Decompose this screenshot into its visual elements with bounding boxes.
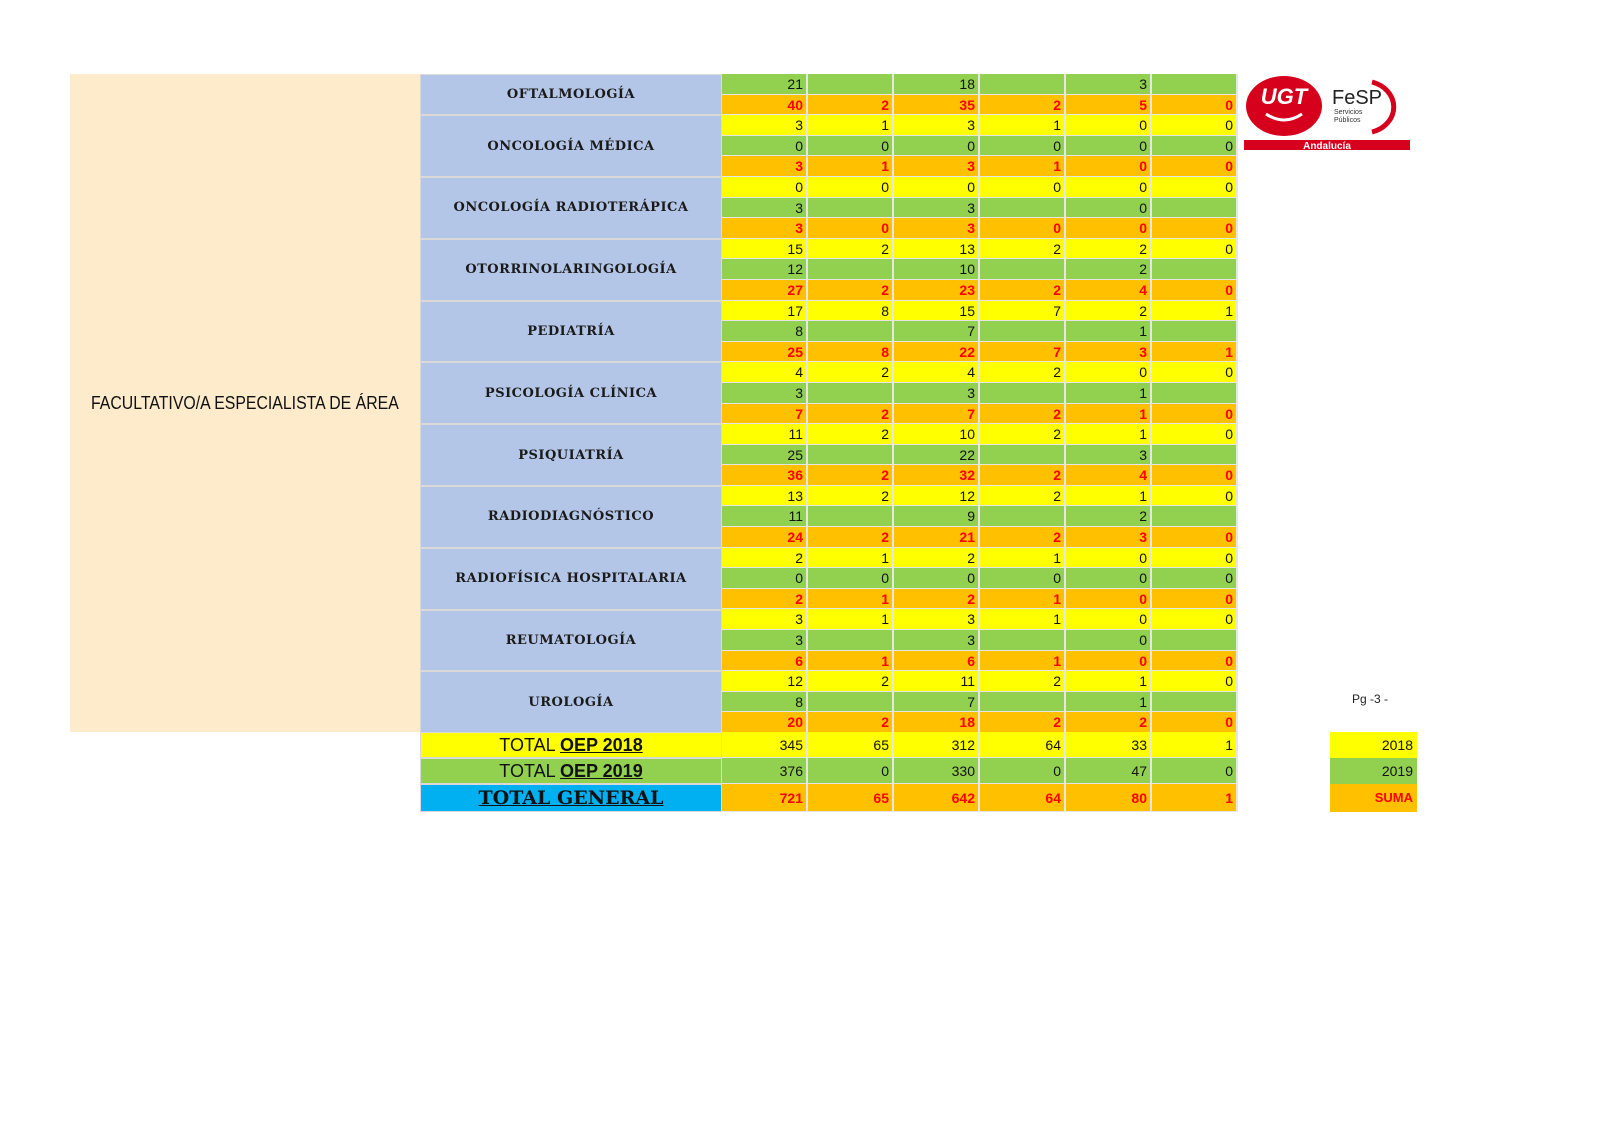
table-cell: 40	[722, 95, 808, 116]
table-cell: 2	[980, 671, 1066, 692]
table-cell: 2	[808, 424, 894, 445]
specialty-column	[420, 74, 722, 733]
specialty-label: OFTALMOLOGÍA	[506, 87, 636, 103]
table-cell: 0	[722, 177, 808, 198]
specialty-label: RADIOFÍSICA HOSPITALARIA	[455, 571, 687, 587]
total-cell: 0	[1152, 758, 1238, 784]
table-cell: 18	[894, 74, 980, 95]
table-cell: 6	[894, 651, 980, 672]
total-oep-2019-label: TOTAL OEP 2019	[420, 758, 722, 784]
table-cell: 2	[980, 95, 1066, 116]
table-cell: 8	[808, 342, 894, 363]
table-cell	[980, 506, 1066, 527]
table-cell: 4	[894, 362, 980, 383]
table-cell: 0	[894, 177, 980, 198]
table-cell	[980, 383, 1066, 404]
table-cell: 3	[894, 218, 980, 239]
legend-suma: SUMA	[1330, 784, 1417, 812]
table-cell: 0	[1066, 177, 1152, 198]
specialty-cell	[420, 115, 722, 177]
table-row	[722, 218, 1238, 239]
table-cell: 13	[722, 486, 808, 507]
specialty-cell	[420, 424, 722, 486]
table-row	[722, 445, 1238, 466]
table-cell: 13	[894, 239, 980, 260]
table-cell: 2	[894, 548, 980, 569]
table-cell	[980, 692, 1066, 713]
ugt-fesp-logo	[1244, 74, 1414, 156]
table-cell: 20	[722, 712, 808, 733]
table-cell: 1	[1066, 486, 1152, 507]
table-cell: 0	[1152, 712, 1238, 733]
legend-2019: 2019	[1330, 758, 1417, 784]
table-cell: 1	[808, 651, 894, 672]
specialty-label: REUMATOLOGÍA	[505, 632, 637, 648]
table-cell: 1	[1152, 342, 1238, 363]
table-cell: 2	[808, 671, 894, 692]
table-cell: 3	[894, 609, 980, 630]
table-cell: 35	[894, 95, 980, 116]
total-cell: 47	[1066, 758, 1152, 784]
table-cell	[980, 74, 1066, 95]
total-cell: 330	[894, 758, 980, 784]
table-cell: 24	[722, 527, 808, 548]
table-cell: 4	[722, 362, 808, 383]
table-cell: 0	[1066, 589, 1152, 610]
table-cell: 2	[808, 404, 894, 425]
total-2018-row	[722, 732, 1238, 758]
table-cell: 7	[980, 301, 1066, 322]
table-cell: 7	[894, 321, 980, 342]
table-row	[722, 280, 1238, 301]
table-cell: 0	[1066, 115, 1152, 136]
table-cell: 7	[722, 404, 808, 425]
table-cell	[808, 321, 894, 342]
specialty-label: UROLOGÍA	[528, 694, 614, 710]
table-cell: 0	[1152, 486, 1238, 507]
table-row	[722, 383, 1238, 404]
specialty-cell	[420, 239, 722, 301]
table-cell: 0	[980, 568, 1066, 589]
table-cell: 8	[722, 321, 808, 342]
table-cell: 2	[980, 404, 1066, 425]
table-cell: 0	[1066, 362, 1152, 383]
total-general-label: TOTAL GENERAL	[420, 784, 722, 812]
table-cell: 0	[980, 218, 1066, 239]
table-cell: 18	[894, 712, 980, 733]
table-cell: 0	[808, 568, 894, 589]
table-row	[722, 156, 1238, 177]
table-cell	[1152, 259, 1238, 280]
specialty-cell	[420, 548, 722, 610]
table-cell	[980, 445, 1066, 466]
table-cell: 1	[1152, 301, 1238, 322]
table-cell: 2	[980, 362, 1066, 383]
table-cell: 1	[980, 548, 1066, 569]
table-cell	[980, 259, 1066, 280]
table-cell: 2	[980, 527, 1066, 548]
table-cell: 1	[808, 156, 894, 177]
table-cell: 0	[1066, 630, 1152, 651]
table-cell: 8	[722, 692, 808, 713]
total-cell: 64	[980, 784, 1066, 812]
table-row	[722, 404, 1238, 425]
table-cell: 3	[1066, 74, 1152, 95]
total-cell: 0	[808, 758, 894, 784]
specialty-label: OTORRINOLARINGOLOGÍA	[465, 262, 677, 278]
table-cell: 0	[1152, 115, 1238, 136]
table-cell: 2	[980, 465, 1066, 486]
table-cell: 2	[722, 548, 808, 569]
table-cell	[808, 383, 894, 404]
table-cell: 10	[894, 259, 980, 280]
total-cell: 65	[808, 784, 894, 812]
table-cell: 0	[722, 136, 808, 157]
page-number: Pg -3 -	[1352, 692, 1389, 706]
table-row	[722, 74, 1238, 95]
table-cell: 9	[894, 506, 980, 527]
total-2019-row	[722, 758, 1238, 784]
specialty-cell	[420, 301, 722, 363]
table-row	[722, 95, 1238, 116]
specialty-label: ONCOLOGÍA MÉDICA	[487, 138, 655, 154]
table-cell: 2	[808, 95, 894, 116]
table-cell	[1152, 630, 1238, 651]
table-cell: 21	[722, 74, 808, 95]
table-cell: 2	[980, 712, 1066, 733]
table-cell: 15	[894, 301, 980, 322]
table-cell: 2	[1066, 506, 1152, 527]
table-cell: 3	[722, 115, 808, 136]
table-cell	[808, 198, 894, 219]
table-cell	[980, 630, 1066, 651]
table-cell: 1	[1066, 321, 1152, 342]
table-row	[722, 239, 1238, 260]
table-cell	[808, 692, 894, 713]
table-row	[722, 424, 1238, 445]
table-row	[722, 198, 1238, 219]
specialty-label: PSIQUIATRÍA	[518, 447, 624, 463]
table-cell: 3	[894, 198, 980, 219]
table-cell: 0	[1152, 156, 1238, 177]
table-cell: 0	[722, 568, 808, 589]
table-cell: 1	[1066, 671, 1152, 692]
table-cell: 0	[1152, 609, 1238, 630]
table-cell: 10	[894, 424, 980, 445]
table-row	[722, 362, 1238, 383]
table-cell: 5	[1066, 95, 1152, 116]
table-cell: 3	[722, 156, 808, 177]
table-cell: 3	[894, 630, 980, 651]
table-cell: 1	[1066, 404, 1152, 425]
table-cell: 0	[808, 177, 894, 198]
table-cell: 3	[894, 115, 980, 136]
total-cell: 312	[894, 732, 980, 758]
table-cell: 0	[1152, 568, 1238, 589]
table-cell: 7	[894, 404, 980, 425]
table-cell: 0	[980, 177, 1066, 198]
specialty-cell	[420, 362, 722, 424]
specialty-label: RADIODIAGNÓSTICO	[487, 509, 655, 525]
table-cell: 3	[894, 383, 980, 404]
region-text: Andalucía	[1303, 141, 1351, 152]
table-cell: 2	[980, 424, 1066, 445]
table-cell: 3	[1066, 342, 1152, 363]
table-cell: 0	[1066, 156, 1152, 177]
table-cell	[1152, 445, 1238, 466]
table-cell: 27	[722, 280, 808, 301]
table-row	[722, 115, 1238, 136]
table-row	[722, 609, 1238, 630]
table-row	[722, 630, 1238, 651]
table-cell: 21	[894, 527, 980, 548]
table-cell: 11	[722, 424, 808, 445]
table-cell	[808, 259, 894, 280]
table-cell: 0	[1066, 198, 1152, 219]
specialty-cell	[420, 610, 722, 672]
table-cell: 3	[1066, 445, 1152, 466]
table-cell: 1	[808, 609, 894, 630]
total-cell: 376	[722, 758, 808, 784]
table-cell: 3	[894, 156, 980, 177]
table-row	[722, 177, 1238, 198]
table-cell: 1	[980, 115, 1066, 136]
table-cell: 15	[722, 239, 808, 260]
total-cell: 1	[1152, 732, 1238, 758]
table-cell: 2	[1066, 712, 1152, 733]
category-cell	[70, 74, 420, 732]
table-cell: 7	[980, 342, 1066, 363]
table-cell: 12	[722, 259, 808, 280]
table-cell: 1	[808, 548, 894, 569]
table-cell: 3	[722, 609, 808, 630]
table-row	[722, 465, 1238, 486]
table-row	[722, 568, 1238, 589]
table-cell: 0	[808, 218, 894, 239]
table-cell: 1	[808, 115, 894, 136]
table-cell	[808, 630, 894, 651]
table-row	[722, 301, 1238, 322]
total-cell: 65	[808, 732, 894, 758]
table-row	[722, 589, 1238, 610]
specialty-label: PSICOLOGÍA CLÍNICA	[484, 385, 658, 401]
table-cell	[1152, 506, 1238, 527]
table-cell: 1	[980, 589, 1066, 610]
table-cell: 0	[980, 136, 1066, 157]
table-cell: 2	[1066, 239, 1152, 260]
table-cell: 0	[1066, 136, 1152, 157]
table-cell: 3	[722, 198, 808, 219]
table-cell: 25	[722, 342, 808, 363]
table-cell: 25	[722, 445, 808, 466]
table-cell: 0	[894, 568, 980, 589]
table-cell: 4	[1066, 465, 1152, 486]
total-cell: 64	[980, 732, 1066, 758]
total-oep-2018-label: TOTAL OEP 2018	[420, 732, 722, 758]
total-cell: 0	[980, 758, 1066, 784]
table-row	[722, 506, 1238, 527]
table-cell: 2	[808, 712, 894, 733]
table-cell: 0	[1152, 424, 1238, 445]
table-cell: 36	[722, 465, 808, 486]
fesp-logo-text: FeSP	[1332, 87, 1383, 109]
table-cell: 2	[808, 362, 894, 383]
table-cell: 2	[808, 486, 894, 507]
table-row	[722, 548, 1238, 569]
table-cell: 0	[1152, 177, 1238, 198]
totals-grid	[722, 732, 1238, 812]
table-cell: 0	[1152, 362, 1238, 383]
table-cell: 0	[1152, 95, 1238, 116]
table-cell: 2	[808, 280, 894, 301]
table-row	[722, 486, 1238, 507]
total-cell: 1	[1152, 784, 1238, 812]
table-row	[722, 342, 1238, 363]
category-label: FACULTATIVO/A ESPECIALISTA DE ÁREA	[91, 392, 399, 413]
table-cell: 0	[1152, 589, 1238, 610]
table-row	[722, 259, 1238, 280]
table-cell: 2	[808, 465, 894, 486]
fesp-line1: Servicios	[1334, 109, 1363, 116]
table-cell	[1152, 692, 1238, 713]
specialty-cell	[420, 74, 722, 115]
table-cell: 1	[980, 609, 1066, 630]
total-general-row	[722, 784, 1238, 812]
table-cell: 1	[980, 651, 1066, 672]
table-row	[722, 671, 1238, 692]
table-cell: 8	[808, 301, 894, 322]
table-cell: 0	[1152, 465, 1238, 486]
table-cell: 0	[1066, 609, 1152, 630]
ugt-logo-text: UGT	[1260, 84, 1308, 109]
table-cell: 23	[894, 280, 980, 301]
table-cell	[980, 198, 1066, 219]
table-cell: 3	[722, 218, 808, 239]
table-cell	[1152, 198, 1238, 219]
table-cell: 22	[894, 342, 980, 363]
specialty-cell	[420, 486, 722, 548]
table-cell	[808, 74, 894, 95]
table-cell: 0	[1152, 651, 1238, 672]
table-cell	[1152, 321, 1238, 342]
table-cell: 17	[722, 301, 808, 322]
table-cell: 2	[894, 589, 980, 610]
fesp-line2: Públicos	[1334, 117, 1361, 124]
table-cell: 0	[1152, 218, 1238, 239]
total-cell: 80	[1066, 784, 1152, 812]
table-cell: 1	[808, 589, 894, 610]
table-cell: 1	[1066, 424, 1152, 445]
table-cell	[1152, 74, 1238, 95]
table-cell: 7	[894, 692, 980, 713]
table-cell: 2	[808, 527, 894, 548]
table-cell: 1	[980, 156, 1066, 177]
table-cell: 2	[980, 486, 1066, 507]
table-cell: 2	[1066, 301, 1152, 322]
specialty-cell	[420, 671, 722, 733]
table-cell: 0	[1152, 548, 1238, 569]
table-cell: 11	[894, 671, 980, 692]
table-row	[722, 651, 1238, 672]
table-cell: 22	[894, 445, 980, 466]
table-cell: 6	[722, 651, 808, 672]
table-cell: 32	[894, 465, 980, 486]
table-cell: 0	[1152, 239, 1238, 260]
table-cell: 3	[1066, 527, 1152, 548]
specialty-label: PEDIATRÍA	[527, 323, 615, 339]
table-cell: 0	[1066, 218, 1152, 239]
table-cell: 2	[808, 239, 894, 260]
table-cell: 0	[1152, 404, 1238, 425]
table-cell: 2	[980, 239, 1066, 260]
table-cell: 0	[1152, 527, 1238, 548]
data-grid	[722, 74, 1238, 733]
table-cell: 12	[894, 486, 980, 507]
total-cell: 345	[722, 732, 808, 758]
total-cell: 721	[722, 784, 808, 812]
table-cell: 1	[1066, 383, 1152, 404]
specialty-label: ONCOLOGÍA RADIOTERÁPICA	[453, 200, 689, 216]
specialty-cell	[420, 177, 722, 239]
table-cell	[1152, 383, 1238, 404]
table-cell: 0	[1066, 568, 1152, 589]
table-cell	[980, 321, 1066, 342]
table-cell: 0	[1152, 136, 1238, 157]
total-cell: 33	[1066, 732, 1152, 758]
legend-2018: 2018	[1330, 732, 1417, 758]
table-cell: 2	[980, 280, 1066, 301]
table-cell: 3	[722, 630, 808, 651]
table-cell	[808, 445, 894, 466]
table-cell: 12	[722, 671, 808, 692]
table-row	[722, 527, 1238, 548]
table-cell: 0	[894, 136, 980, 157]
table-cell: 11	[722, 506, 808, 527]
table-row	[722, 692, 1238, 713]
total-cell: 642	[894, 784, 980, 812]
table-cell: 2	[722, 589, 808, 610]
table-row	[722, 712, 1238, 733]
table-cell: 0	[1152, 280, 1238, 301]
table-cell: 0	[1066, 651, 1152, 672]
table-cell: 0	[1066, 548, 1152, 569]
table-cell: 2	[1066, 259, 1152, 280]
table-row	[722, 321, 1238, 342]
table-cell: 4	[1066, 280, 1152, 301]
table-row	[722, 136, 1238, 157]
table-cell: 3	[722, 383, 808, 404]
table-cell: 0	[808, 136, 894, 157]
table-cell	[808, 506, 894, 527]
table-cell: 1	[1066, 692, 1152, 713]
table-cell: 0	[1152, 671, 1238, 692]
